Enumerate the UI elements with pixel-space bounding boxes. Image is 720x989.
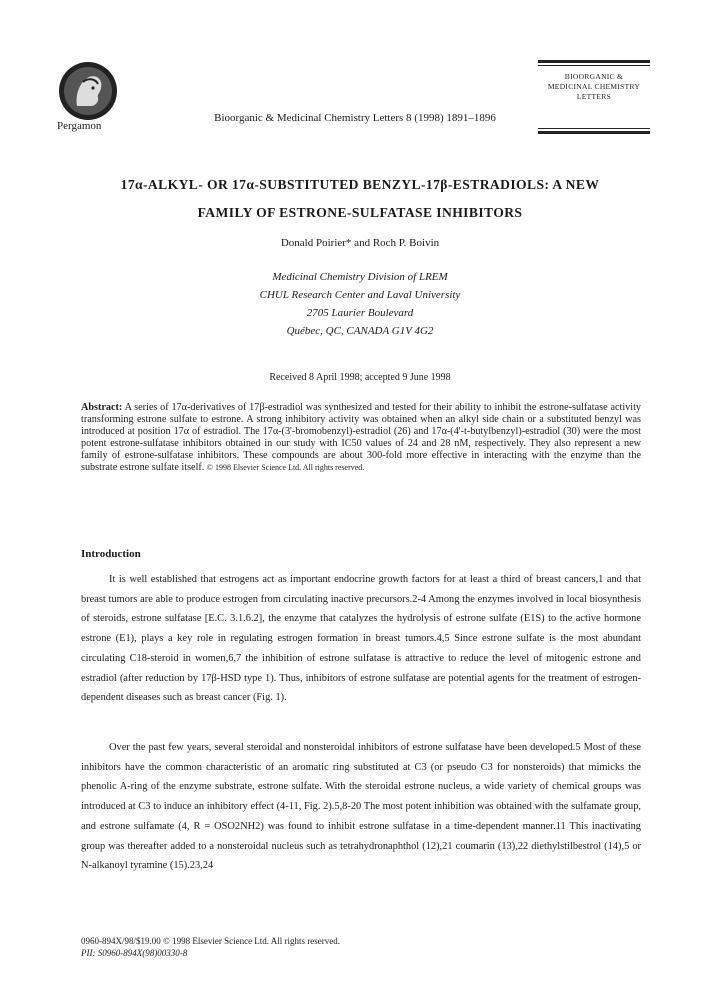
paragraph-1: It is well established that estrogens act as important endocrine growth factors for at least a third of breast cancers,1 and that breast tumors are able to produce estrogen from circulating inactive precursors.2-4 Among the enzymes involved in local biosynthesis of steroids, estrone sulfatase [E.C. 3.1.6.2], the enzyme that catalyzes the hydrolysis of estrone sulfate (E1S) to the active hormone estrone (E1), plays a key role in regulating estrogen formation in breast tumors.4,5 Since estrone sulfate is the most abundant circulating C18-steroid in women,6,7 the inhibition of estrone sulfatase is attractive to reduce the level of mitogenic estrone and estradiol (after reduction by 17β-HSD type 1). Thus, inhibitors of estrone sulfatase are potential agents for the treatment of estrogen-dependent diseases such as breast cancer (Fig. 1). [81,574,641,704]
affiliation [60,268,660,340]
masthead-rule-top [538,60,650,63]
journal-name-line: MEDICINAL CHEMISTRY [547,82,641,91]
article-title [60,171,660,227]
masthead-rule-bottom [538,126,650,134]
abstract-label: Abstract [81,402,119,413]
abstract-text: A series of 17α-derivatives of 17β-estradiol was synthesized and tested for their ability to inhibit the estrone-sulfatase activity transforming estrone sulfate to estrone. A strong inhibitory activity was obtained when an alkyl side chain or a substituted benzyl was introduced at position 17α of estradiol. The 17α-(3'-bromobenzyl)-estradiol (26) and 17α-(4'-t-butylbenzyl)-estradiol (30) were the most potent estrone-sulfatase inhibitors obtained in our study with IC50 values of 24 and 28 nM, respectively. They also represent a new family of estrone-sulfatase inhibitors. These compounds are about 300-fold more effective in interacting with the enzyme than the substrate estrone sulfate itself. [81,402,642,474]
masthead-rule-top-thin [538,65,650,66]
abstract-copyright: © 1998 Elsevier Science Ltd. All rights reserved. [206,463,365,473]
footer [81,935,340,959]
journal-name-line: BIOORGANIC & [564,72,624,81]
paragraph-2: Over the past few years, several steroidal and nonsteroidal inhibitors of estrone sulfatase have been developed.5 Most of these inhibitors have the common characteristic of an aromatic ring substituted at C3 (or pseudo C3 for nonsteroids) that mimicks the phenolic A-ring of the enzyme substrate, estrone sulfate. With the steroidal estrone nucleus, a wide variety of chemical groups was introduced at C3 to induce an inhibitory effect (4-11, Fig. 2).5,8-20 The most potent inhibition was obtained with the sulfamate group, and estrone sulfamate (4, R = OSO2NH2) was found to inhibit estrone sulfatase in a time-dependent manner.11 This inactivating group was thereafter added to a nonsteroidal nucleus such as tetrahydronaphthol (12),21 coumarin (13),22 diethylstilbestrol (14),5 or N-alkanoyl tyramine (15).23,24 [81,742,641,872]
journal-name [538,72,650,102]
affiliation-line: Medicinal Chemistry Division of LREM [272,271,448,283]
affiliation-line: 2705 Laurier Boulevard [306,307,414,319]
journal-citation: Bioorganic & Medicinal Chemistry Letters 8 (1998) 1891–1896 [214,112,496,124]
footer-issn: 0960-894X/98/$19.00 © 1998 Elsevier Science Ltd. All rights reserved. [81,936,341,946]
affiliation-line: CHUL Research Center and Laval University [259,289,461,301]
section-heading: Introduction [81,548,141,560]
journal-name-line: LETTERS [576,92,612,101]
received-dates: Received 8 April 1998; accepted 9 June 1998 [269,372,451,383]
authors: Donald Poirier* and Roch P. Boivin [280,237,440,249]
title-line: FAMILY OF ESTRONE-SULFATASE INHIBITORS [197,205,523,220]
journal-masthead [538,60,650,102]
publisher-logo [57,60,119,122]
footer-pii: PII: S0960-894X(98)00330-8 [81,948,188,958]
abstract: Abstract: A series of 17α-derivatives of 17β-estradiol was synthesized and tested for their ability to inhibit the estrone-sulfatase activity transforming estrone sulfate to estrone. A strong inhibitory activity was obtained when an alkyl side chain or a substituted benzyl was introduced at position 17α of estradiol. The 17α-(3'-bromobenzyl)-estradiol (26) and 17α-(4'-t-butylbenzyl)-estradiol (30) were the most potent estrone-sulfatase inhibitors obtained in our study with IC50 values of 24 and 28 nM, respectively. They also represent a new family of estrone-sulfatase inhibitors. These compounds are about 300-fold more effective in interacting with the enzyme than the substrate estrone sulfate itself. © 1998 Elsevier Science Ltd. All rights reserved. [81,402,642,474]
title-line: 17α-ALKYL- OR 17α-SUBSTITUTED BENZYL-17β-ESTRADIOLS: A NEW [120,177,600,192]
affiliation-line: Québec, QC, CANADA G1V 4G2 [286,325,434,337]
publisher-name: Pergamon [57,120,102,132]
